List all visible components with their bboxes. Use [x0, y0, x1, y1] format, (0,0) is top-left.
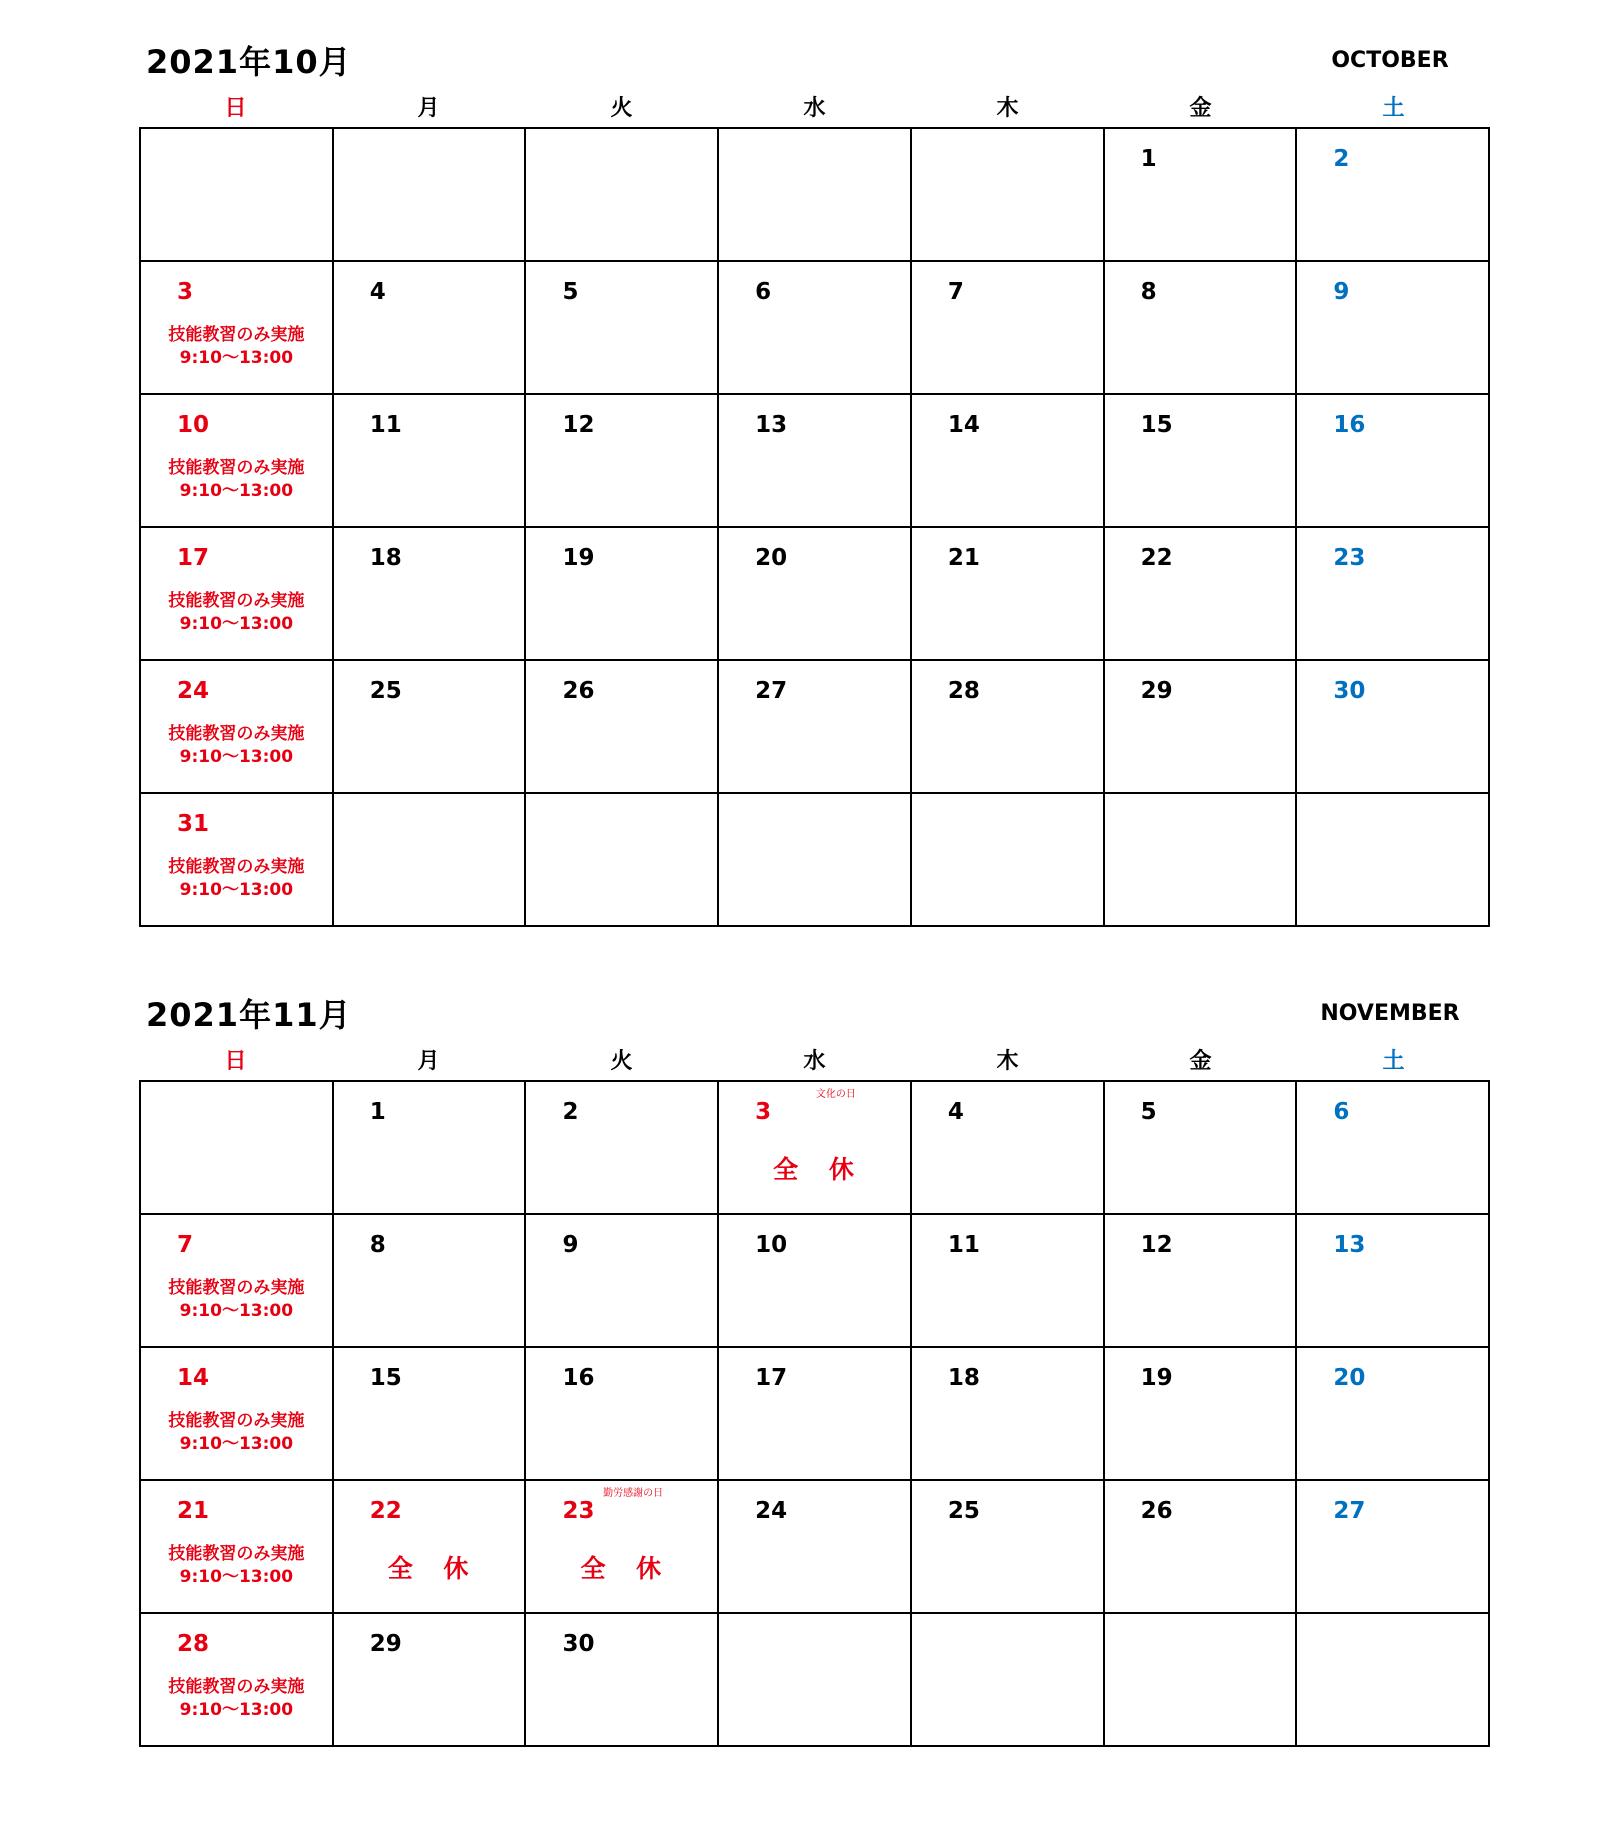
- day-number: 2: [1333, 146, 1350, 172]
- month-title: 2021年11月: [146, 996, 352, 1034]
- day-cell: [141, 1614, 334, 1747]
- day-cell: [1297, 1082, 1490, 1215]
- day-number: 24: [177, 678, 210, 704]
- calendar-week: [141, 1082, 1490, 1215]
- weekday-label: 水: [803, 1049, 826, 1074]
- day-cell: [912, 1215, 1105, 1348]
- weekday-label: 月: [417, 96, 440, 121]
- day-cell: [526, 262, 719, 395]
- day-cell: [719, 1348, 912, 1481]
- empty-day-cell: [334, 129, 527, 262]
- schedule-note-line: 9:10～13:00: [179, 1567, 294, 1587]
- day-cell: [1105, 395, 1298, 528]
- day-cell: [1105, 1348, 1298, 1481]
- schedule-note-line: 9:10～13:00: [179, 880, 294, 900]
- day-number: 25: [947, 1498, 980, 1524]
- day-number: 27: [755, 678, 788, 704]
- day-cell: [1105, 528, 1298, 661]
- day-cell: [526, 1614, 719, 1747]
- calendar-week: [141, 1215, 1490, 1348]
- day-cell: [334, 395, 527, 528]
- schedule-note-line: 9:10～13:00: [179, 614, 294, 634]
- empty-day-cell: [526, 129, 719, 262]
- day-cell: [1105, 129, 1298, 262]
- schedule-note-line: 9:10～13:00: [179, 1301, 294, 1321]
- weekday-label: 日: [224, 96, 247, 121]
- empty-day-cell: [141, 129, 334, 262]
- day-number: 18: [369, 545, 402, 571]
- day-number: 12: [562, 412, 595, 438]
- day-cell: [1297, 661, 1490, 794]
- schedule-note: [141, 457, 332, 503]
- day-number: 17: [755, 1365, 788, 1391]
- day-number: 24: [755, 1498, 788, 1524]
- day-cell: [912, 1082, 1105, 1215]
- schedule-note-line: 技能教習のみ実施: [168, 458, 305, 478]
- day-number: 10: [177, 412, 210, 438]
- day-number: 20: [1333, 1365, 1366, 1391]
- day-cell: [526, 395, 719, 528]
- day-number: 4: [947, 1099, 964, 1125]
- day-cell: [912, 661, 1105, 794]
- day-cell: [1297, 262, 1490, 395]
- day-number: 19: [562, 545, 595, 571]
- empty-day-cell: [141, 1082, 334, 1215]
- month-english-name: OCTOBER: [1331, 48, 1449, 73]
- day-number: 27: [1333, 1498, 1366, 1524]
- schedule-note: [141, 856, 332, 902]
- day-cell: [912, 395, 1105, 528]
- day-cell: [1105, 1481, 1298, 1614]
- day-number: 20: [755, 545, 788, 571]
- schedule-note-line: 技能教習のみ実施: [168, 724, 305, 744]
- day-number: 6: [755, 279, 772, 305]
- day-number: 23: [562, 1498, 595, 1524]
- day-cell: [334, 1082, 527, 1215]
- day-number: 28: [947, 678, 980, 704]
- weekday-label: 火: [610, 96, 633, 121]
- day-number: 11: [947, 1232, 980, 1258]
- day-cell: [334, 1481, 527, 1614]
- day-number: 30: [1333, 678, 1366, 704]
- day-number: 15: [1140, 412, 1173, 438]
- day-cell: [719, 661, 912, 794]
- schedule-note-line: 技能教習のみ実施: [168, 325, 305, 345]
- schedule-note-line: 9:10～13:00: [179, 747, 294, 767]
- empty-day-cell: [912, 129, 1105, 262]
- day-cell: [1297, 1481, 1490, 1614]
- day-cell: [141, 262, 334, 395]
- day-cell: [912, 1348, 1105, 1481]
- day-number: 5: [1140, 1099, 1157, 1125]
- day-number: 15: [369, 1365, 402, 1391]
- day-number: 7: [177, 1232, 194, 1258]
- day-number: 3: [177, 279, 194, 305]
- schedule-note-line: 技能教習のみ実施: [168, 857, 305, 877]
- day-cell: [334, 1614, 527, 1747]
- day-cell: [1105, 1215, 1298, 1348]
- day-number: 19: [1140, 1365, 1173, 1391]
- day-cell: [141, 395, 334, 528]
- calendar-week: [141, 661, 1490, 794]
- day-cell: [334, 661, 527, 794]
- day-number: 1: [1140, 146, 1157, 172]
- day-cell: [719, 528, 912, 661]
- day-cell: [526, 528, 719, 661]
- day-number: 23: [1333, 545, 1366, 571]
- calendar-grid: [139, 127, 1490, 927]
- schedule-note: [141, 1543, 332, 1589]
- day-number: 26: [562, 678, 595, 704]
- empty-day-cell: [1297, 1614, 1490, 1747]
- day-number: 14: [177, 1365, 210, 1391]
- day-number: 29: [369, 1631, 402, 1657]
- day-cell: [334, 1348, 527, 1481]
- day-cell: [912, 262, 1105, 395]
- day-number: 1: [369, 1099, 386, 1125]
- day-cell: [334, 528, 527, 661]
- calendar-week: [141, 1348, 1490, 1481]
- day-number: 10: [755, 1232, 788, 1258]
- day-cell: [526, 661, 719, 794]
- day-number: 3: [755, 1099, 772, 1125]
- day-number: 7: [947, 279, 964, 305]
- day-cell: [1297, 1348, 1490, 1481]
- day-cell: [141, 794, 334, 927]
- day-cell: [1297, 1215, 1490, 1348]
- day-cell: [719, 395, 912, 528]
- empty-day-cell: [1105, 1614, 1298, 1747]
- schedule-note: [141, 1277, 332, 1323]
- schedule-note-line: 9:10～13:00: [179, 1434, 294, 1454]
- day-number: 18: [947, 1365, 980, 1391]
- empty-day-cell: [1105, 794, 1298, 927]
- weekday-header: [139, 91, 1490, 122]
- calendar-week: [141, 395, 1490, 528]
- holiday-name: 勤労感謝の日: [603, 1488, 664, 1499]
- month-title: 2021年10月: [146, 43, 352, 81]
- day-number: 8: [1140, 279, 1157, 305]
- calendar-week: [141, 1614, 1490, 1747]
- weekday-label: 月: [417, 1049, 440, 1074]
- day-cell: [526, 1481, 719, 1614]
- day-number: 28: [177, 1631, 210, 1657]
- day-number: 13: [1333, 1232, 1366, 1258]
- day-cell: [1297, 395, 1490, 528]
- calendar-grid: [139, 1080, 1490, 1747]
- day-cell: [912, 1481, 1105, 1614]
- day-cell: [719, 1215, 912, 1348]
- day-number: 6: [1333, 1099, 1350, 1125]
- schedule-note-line: 9:10～13:00: [179, 348, 294, 368]
- calendar-week: [141, 129, 1490, 262]
- closed-label: 全 休: [580, 1554, 664, 1583]
- day-number: 22: [1140, 545, 1173, 571]
- day-cell: [912, 528, 1105, 661]
- schedule-note: [141, 1676, 332, 1722]
- day-number: 21: [177, 1498, 210, 1524]
- day-cell: [1105, 661, 1298, 794]
- month-english-name: NOVEMBER: [1320, 1001, 1460, 1026]
- schedule-note-line: 技能教習のみ実施: [168, 591, 305, 611]
- day-cell: [719, 1481, 912, 1614]
- day-cell: [526, 1348, 719, 1481]
- weekday-label: 金: [1189, 96, 1212, 121]
- day-number: 16: [562, 1365, 595, 1391]
- day-number: 16: [1333, 412, 1366, 438]
- day-number: 30: [562, 1631, 595, 1657]
- weekday-label: 木: [996, 96, 1019, 121]
- day-number: 9: [1333, 279, 1350, 305]
- closed-label: 全 休: [387, 1554, 471, 1583]
- weekday-label: 日: [224, 1049, 247, 1074]
- day-number: 29: [1140, 678, 1173, 704]
- empty-day-cell: [719, 1614, 912, 1747]
- empty-day-cell: [912, 1614, 1105, 1747]
- calendar-week: [141, 262, 1490, 395]
- schedule-note-line: 技能教習のみ実施: [168, 1677, 305, 1697]
- closed-label: 全 休: [773, 1155, 856, 1184]
- day-cell: [334, 262, 527, 395]
- empty-day-cell: [1297, 794, 1490, 927]
- day-cell: [1297, 528, 1490, 661]
- calendar-week: [141, 1481, 1490, 1614]
- day-cell: [719, 1082, 912, 1215]
- day-number: 8: [369, 1232, 386, 1258]
- day-cell: [1105, 262, 1298, 395]
- day-cell: [526, 1082, 719, 1215]
- holiday-name: 文化の日: [815, 1089, 856, 1100]
- weekday-label: 土: [1382, 1049, 1405, 1074]
- day-cell: [141, 1481, 334, 1614]
- empty-day-cell: [912, 794, 1105, 927]
- empty-day-cell: [719, 129, 912, 262]
- day-number: 31: [177, 811, 210, 837]
- schedule-note: [141, 324, 332, 370]
- calendar-week: [141, 528, 1490, 661]
- calendar-week: [141, 794, 1490, 927]
- day-number: 21: [947, 545, 980, 571]
- weekday-label: 木: [996, 1049, 1019, 1074]
- day-cell: [141, 528, 334, 661]
- schedule-note-line: 技能教習のみ実施: [168, 1411, 305, 1431]
- day-number: 5: [562, 279, 579, 305]
- schedule-note-line: 9:10～13:00: [179, 1700, 294, 1720]
- day-number: 9: [562, 1232, 579, 1258]
- schedule-note-line: 技能教習のみ実施: [168, 1544, 305, 1564]
- day-cell: [719, 262, 912, 395]
- day-number: 11: [369, 412, 402, 438]
- day-number: 17: [177, 545, 210, 571]
- day-number: 22: [369, 1498, 402, 1524]
- schedule-note: [141, 723, 332, 769]
- day-number: 14: [947, 412, 980, 438]
- weekday-label: 金: [1189, 1049, 1212, 1074]
- day-number: 4: [369, 279, 386, 305]
- day-cell: [141, 1215, 334, 1348]
- schedule-note-line: 技能教習のみ実施: [168, 1278, 305, 1298]
- schedule-note: [141, 590, 332, 636]
- weekday-label: 火: [610, 1049, 633, 1074]
- day-number: 25: [369, 678, 402, 704]
- day-number: 13: [755, 412, 788, 438]
- weekday-label: 土: [1382, 96, 1405, 121]
- day-cell: [1297, 129, 1490, 262]
- day-cell: [141, 661, 334, 794]
- empty-day-cell: [526, 794, 719, 927]
- empty-day-cell: [719, 794, 912, 927]
- schedule-note: [141, 1410, 332, 1456]
- schedule-note-line: 9:10～13:00: [179, 481, 294, 501]
- day-number: 26: [1140, 1498, 1173, 1524]
- empty-day-cell: [334, 794, 527, 927]
- day-cell: [526, 1215, 719, 1348]
- day-cell: [1105, 1082, 1298, 1215]
- day-number: 2: [562, 1099, 579, 1125]
- day-number: 12: [1140, 1232, 1173, 1258]
- weekday-header: [139, 1044, 1490, 1075]
- day-cell: [141, 1348, 334, 1481]
- weekday-label: 水: [803, 96, 826, 121]
- day-cell: [334, 1215, 527, 1348]
